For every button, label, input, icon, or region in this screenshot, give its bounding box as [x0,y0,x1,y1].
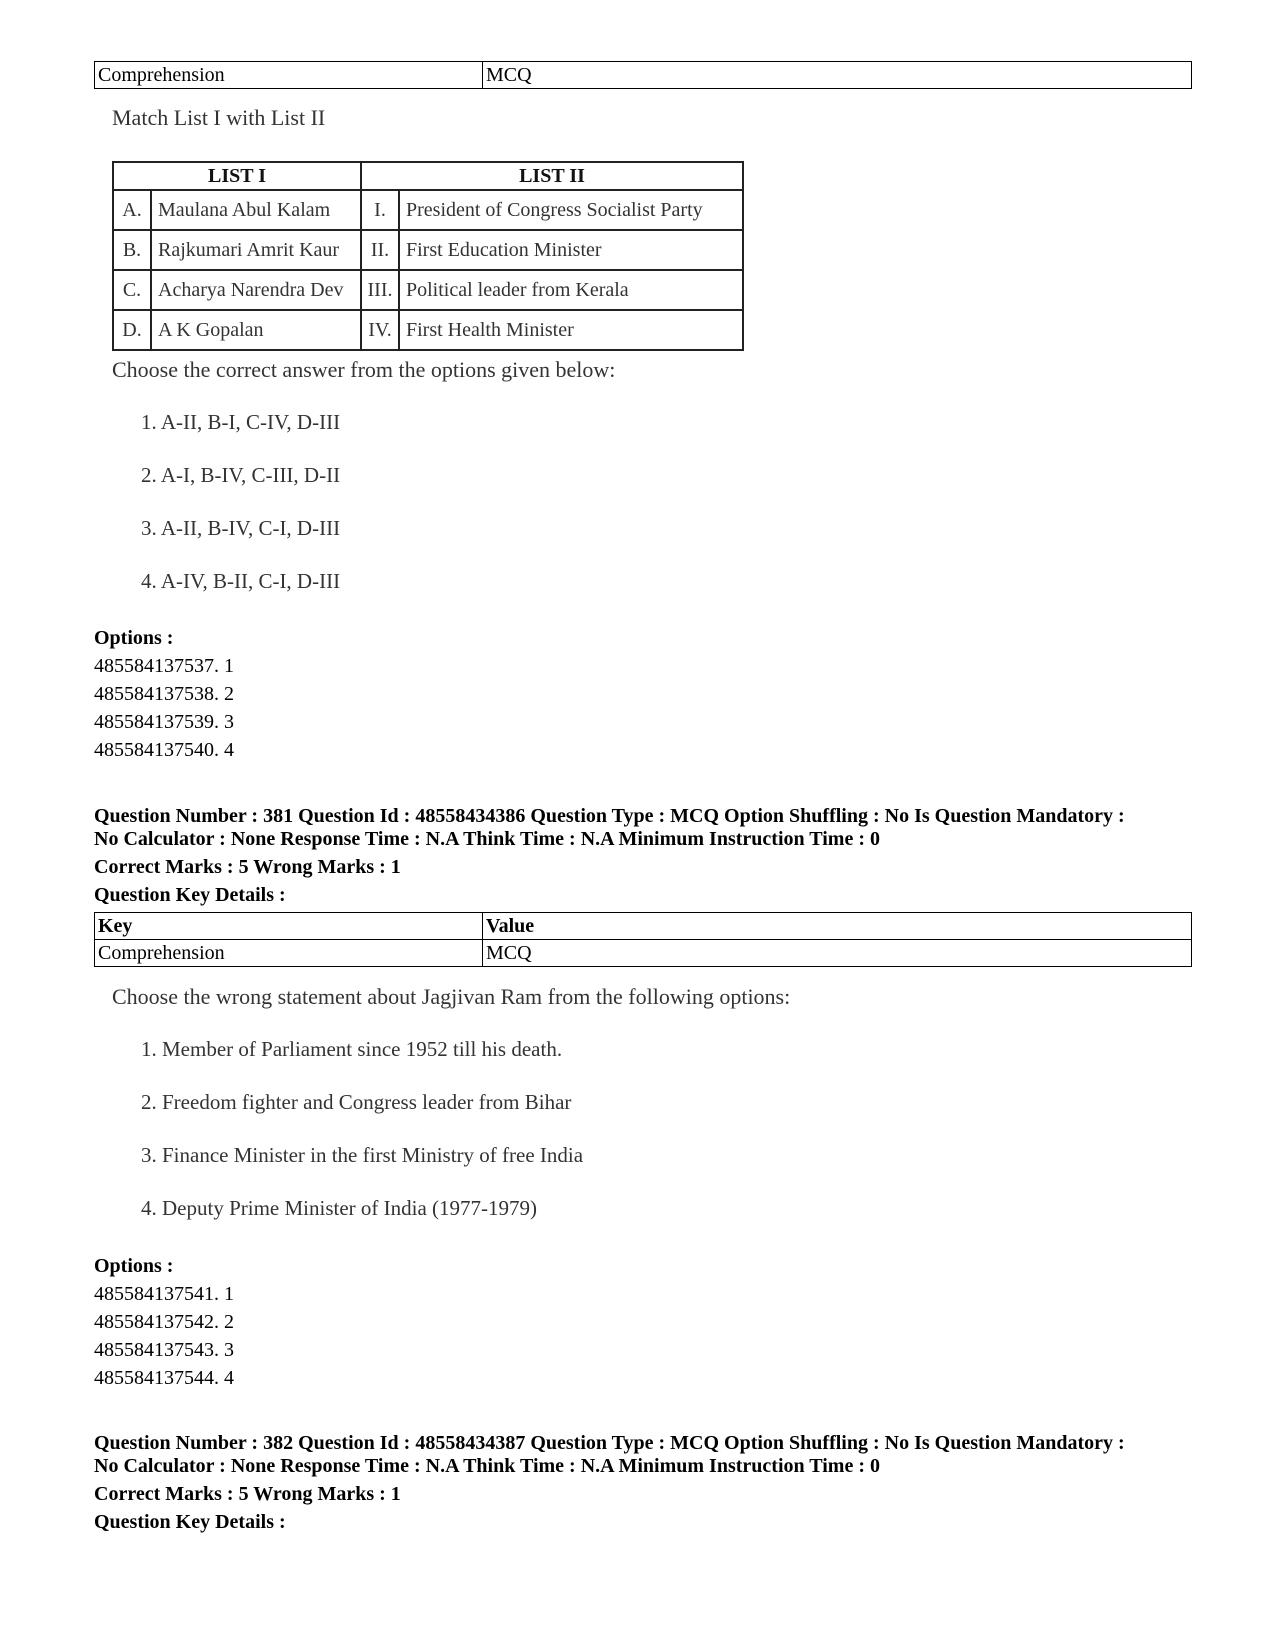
list-2-item: First Education Minister [399,230,743,270]
list-1-item: Maulana Abul Kalam [151,190,361,230]
list-1-letter: D. [113,310,151,350]
answer-choice: 4. A-IV, B-II, C-I, D-III [141,569,341,593]
match-list-table [112,161,744,351]
list-1-header: LIST I [113,162,361,190]
answer-choice: 4. Deputy Prime Minister of India (1977-1979) [141,1196,538,1220]
option-id: 485584137540. 4 [94,739,234,761]
table-row [113,270,743,310]
option-id: 485584137538. 2 [94,683,234,705]
key-cell: Comprehension [95,62,483,89]
question-meta-line: Question Number : 382 Question Id : 48558434387 Question Type : MCQ Option Shuffling : No Is Question Mandatory : [94,1432,1125,1454]
question-meta-line: No Calculator : None Response Time : N.A Think Time : N.A Minimum Instruction Time : 0 [94,828,880,850]
option-id: 485584137542. 2 [94,1311,234,1333]
question-key-table [94,912,1192,967]
answer-choice: 1. A-II, B-I, C-IV, D-III [141,410,341,434]
key-details-label: Question Key Details : [94,884,286,906]
list-2-item: President of Congress Socialist Party [399,190,743,230]
table-row [95,62,1192,89]
question-meta-line: No Calculator : None Response Time : N.A Think Time : N.A Minimum Instruction Time : 0 [94,1455,880,1477]
option-id: 485584137544. 4 [94,1367,234,1389]
answer-choice: 2. Freedom fighter and Congress leader from Bihar [141,1090,572,1114]
list-2-numeral: III. [361,270,399,310]
key-cell: Comprehension [95,940,483,967]
option-id: 485584137539. 3 [94,711,234,733]
option-id: 485584137541. 1 [94,1283,234,1305]
list-2-numeral: IV. [361,310,399,350]
marks-line: Correct Marks : 5 Wrong Marks : 1 [94,1483,401,1505]
table-row [113,190,743,230]
list-2-item: First Health Minister [399,310,743,350]
marks-line: Correct Marks : 5 Wrong Marks : 1 [94,856,401,878]
table-header-row [95,913,1192,940]
question-prompt: Match List I with List II [112,105,326,130]
list-2-item: Political leader from Kerala [399,270,743,310]
question-meta-line: Question Number : 381 Question Id : 48558434386 Question Type : MCQ Option Shuffling : No Is Question Mandatory : [94,805,1125,827]
list-1-item: A K Gopalan [151,310,361,350]
table-row [113,310,743,350]
table-header-row [113,162,743,190]
question-prompt: Choose the wrong statement about Jagjivan Ram from the following options: [112,984,791,1009]
answer-choice: 2. A-I, B-IV, C-III, D-II [141,463,341,487]
list-1-letter: A. [113,190,151,230]
list-1-item: Rajkumari Amrit Kaur [151,230,361,270]
value-cell: MCQ [483,940,1192,967]
choose-instruction: Choose the correct answer from the options given below: [112,357,616,382]
options-label: Options : [94,1255,174,1277]
key-details-label: Question Key Details : [94,1511,286,1533]
answer-choice: 3. Finance Minister in the first Ministry of free India [141,1143,584,1167]
value-cell: MCQ [483,62,1192,89]
options-label: Options : [94,627,174,649]
list-2-header: LIST II [361,162,743,190]
option-id: 485584137543. 3 [94,1339,234,1361]
option-id: 485584137537. 1 [94,655,234,677]
key-header: Key [95,913,483,940]
answer-choice: 1. Member of Parliament since 1952 till his death. [141,1037,563,1061]
table-row [95,940,1192,967]
answer-choice: 3. A-II, B-IV, C-I, D-III [141,516,341,540]
list-1-item: Acharya Narendra Dev [151,270,361,310]
table-row [113,230,743,270]
list-2-numeral: I. [361,190,399,230]
question-key-table [94,61,1192,89]
list-1-letter: C. [113,270,151,310]
list-2-numeral: II. [361,230,399,270]
value-header: Value [483,913,1192,940]
list-1-letter: B. [113,230,151,270]
